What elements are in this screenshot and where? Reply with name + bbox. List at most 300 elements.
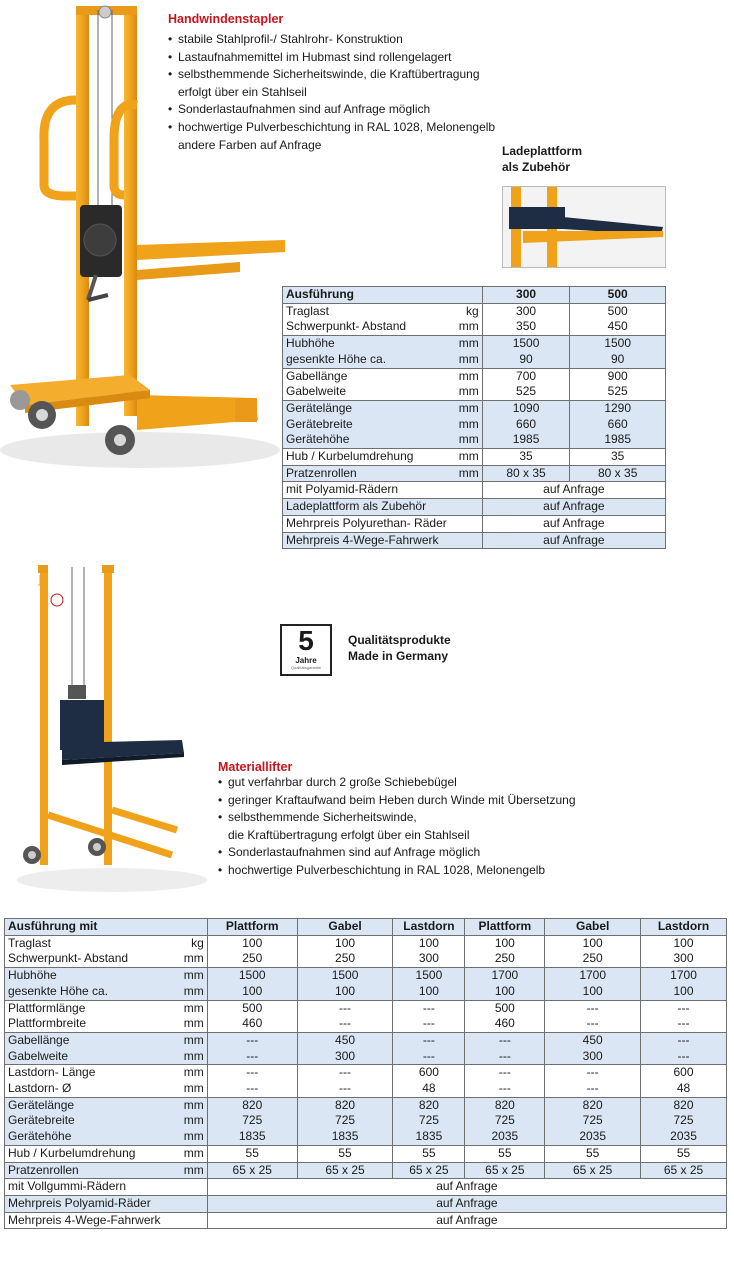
cell-value: 1500 [331,968,359,983]
row-unit: mm [183,1145,204,1160]
value-cell [545,1000,641,1032]
cell-value: --- [498,1065,511,1080]
cell-value: 55 [245,1145,259,1160]
row-label: Gerätelänge [286,400,353,415]
value-cell [297,1032,393,1064]
value-cell [393,935,465,967]
cell-value: 450 [582,1032,603,1047]
value-cell [207,1145,297,1162]
row-label: gesenkte Höhe ca. [8,983,109,998]
cell-value: 55 [676,1145,691,1160]
value-cell [393,1097,465,1145]
option-label: mit Polyamid-Rädern [283,482,483,499]
row-label: Gabelweite [286,384,347,399]
row-unit: mm [183,1032,204,1047]
row-label-cell [283,368,483,400]
value-cell [297,1065,393,1097]
value-cell [297,1097,393,1145]
cell-value: 460 [242,1016,263,1031]
cell-value: 1835 [415,1129,443,1144]
cell-value: 600 [418,1065,439,1080]
cell-value: 1700 [579,968,607,983]
row-label: Gabellänge [286,368,348,383]
column-header: 300 [482,287,570,304]
cell-value: 250 [582,951,603,966]
cell-value: 1500 [604,336,632,351]
column-header: Plattform [465,919,545,936]
cell-value: --- [498,1032,511,1047]
ladeplattform-photo [502,186,666,268]
cell-value: 725 [335,1113,356,1128]
value-cell [297,935,393,967]
value-cell [570,336,666,368]
cell-value: 55 [585,1145,600,1160]
value-cell [641,1032,727,1064]
row-label: Gabellänge [8,1032,70,1047]
row-label-cell [5,1162,208,1179]
product2-spec-table [4,918,727,1229]
row-label-cell [283,303,483,335]
cell-value: 1835 [331,1129,359,1144]
cell-value: 100 [673,983,694,998]
row-label-cell [5,1000,208,1032]
cell-value: --- [422,1000,435,1015]
table-row [283,336,666,368]
row-label: Hub / Kurbelumdrehung [8,1145,136,1160]
row-unit: mm [183,1065,204,1080]
product1-title: Handwindenstapler [168,12,284,26]
cell-value: 2035 [670,1129,697,1144]
option-value: auf Anfrage [207,1212,726,1229]
accessory-label: Ladeplattform als Zubehör [502,144,583,174]
cell-value: 100 [494,983,515,998]
cell-value: --- [586,1000,599,1015]
value-cell [297,1000,393,1032]
cell-value: 100 [582,983,603,998]
column-header: Lastdorn [641,919,727,936]
value-cell [207,1097,297,1145]
cell-value: --- [422,1016,435,1031]
row-label: Gabelweite [8,1048,69,1063]
option-label: mit Vollgummi-Rädern [5,1179,208,1196]
cell-value: --- [422,1048,435,1063]
value-cell [482,368,570,400]
cell-value: 660 [607,416,628,431]
row-unit: mm [458,449,479,464]
row-unit: mm [183,1016,204,1031]
table-row [5,1065,727,1097]
value-cell [570,368,666,400]
value-cell [641,1000,727,1032]
cell-value: 90 [519,351,533,366]
table-row [5,1032,727,1064]
cell-value: --- [246,1048,259,1063]
value-cell [641,1145,727,1162]
option-label: Mehrpreis 4-Wege-Fahrwerk [5,1212,208,1229]
cell-value: 1985 [604,432,632,447]
cell-value: 1500 [512,336,540,351]
cell-value: 1835 [238,1129,266,1144]
row-label: Traglast [286,303,329,318]
value-cell [570,303,666,335]
table-row [283,303,666,335]
cell-value: 35 [611,449,625,464]
table-row [283,499,666,516]
option-value: auf Anfrage [482,499,665,516]
cell-value: --- [498,1081,511,1096]
value-cell [465,1000,545,1032]
cell-value: --- [339,1016,352,1031]
cell-value: 700 [516,368,537,383]
row-unit: mm [183,951,204,966]
value-cell [207,1162,297,1179]
cell-value: 1290 [604,400,632,415]
row-label: Gerätebreite [8,1113,75,1128]
cell-value: 80 x 35 [506,465,546,480]
cell-value: --- [677,1000,690,1015]
row-label: Gerätehöhe [8,1129,72,1144]
value-cell [570,449,666,466]
value-cell [465,1032,545,1064]
cell-value: 65 x 25 [325,1162,365,1177]
row-label-cell [5,935,208,967]
cell-value: 2035 [491,1129,519,1144]
value-cell [545,1065,641,1097]
row-unit: mm [183,1129,204,1144]
column-header: Gabel [297,919,393,936]
row-label-cell [5,1032,208,1064]
row-label: gesenkte Höhe ca. [286,351,387,366]
table-row [283,400,666,448]
list-item: • Sonderlastaufnahmen sind auf Anfrage möglich [168,101,498,119]
value-cell [393,1032,465,1064]
table-header-row [283,287,666,304]
product2-title: Materiallifter [218,760,293,774]
cell-value: 660 [516,416,537,431]
value-cell [641,1162,727,1179]
row-unit: mm [458,319,479,334]
row-unit: mm [458,384,479,399]
cell-value: 100 [494,935,515,950]
product1-feature-list [168,31,498,154]
list-item: • stabile Stahlprofil-/ Stahlrohr- Konstruktion [168,31,498,49]
column-header: Plattform [207,919,297,936]
value-cell [465,968,545,1000]
table-row [5,1179,727,1196]
value-cell [641,968,727,1000]
cell-value: 65 x 25 [409,1162,449,1177]
cell-value: 80 x 35 [598,465,638,480]
option-label: Mehrpreis Polyamid-Räder [5,1195,208,1212]
cell-value: 725 [673,1113,694,1128]
value-cell [297,968,393,1000]
row-unit: mm [458,465,479,480]
cell-value: 48 [676,1081,691,1096]
cell-value: 725 [494,1113,515,1128]
column-header: Gabel [545,919,641,936]
row-unit: mm [458,416,479,431]
product2-feature-list [218,774,718,880]
value-cell [207,1000,297,1032]
option-value: auf Anfrage [482,532,665,549]
cell-value: 300 [335,1048,356,1063]
value-cell [207,1032,297,1064]
cell-value: 1500 [415,968,443,983]
value-cell [545,1145,641,1162]
cell-value: 55 [498,1145,512,1160]
row-unit: mm [183,983,204,998]
cell-value: 300 [418,951,439,966]
value-cell [393,1065,465,1097]
list-item: • hochwertige Pulverbeschichtung in RAL 1028, Melonengelb [218,862,718,880]
cell-value: 460 [494,1016,515,1031]
cell-value: 725 [418,1113,439,1128]
row-label-cell [5,968,208,1000]
cell-value: --- [586,1016,599,1031]
table-header-row [5,919,727,936]
cell-value: 250 [494,951,515,966]
row-unit: mm [183,1048,204,1063]
product1-spec-table [282,286,666,549]
cell-value: 820 [242,1097,263,1112]
cell-value: 500 [242,1000,263,1015]
cell-value: --- [339,1000,352,1015]
table-row [5,1195,727,1212]
cell-value: 100 [418,935,439,950]
cell-value: 65 x 25 [485,1162,525,1177]
cell-value: 500 [607,303,628,318]
value-cell [482,465,570,482]
cell-value: 48 [422,1081,436,1096]
value-cell [465,1097,545,1145]
value-cell [207,1065,297,1097]
row-label: Hub / Kurbelumdrehung [286,449,414,464]
cell-value: 820 [418,1097,439,1112]
cell-value: --- [498,1048,511,1063]
row-label: Gerätehöhe [286,432,350,447]
table-row [283,368,666,400]
cell-value: 100 [335,935,356,950]
row-label: Hubhöhe [286,336,335,351]
row-label-cell [5,1145,208,1162]
cell-value: 100 [418,983,439,998]
row-label: Schwerpunkt- Abstand [286,319,407,334]
list-item: • selbsthemmende Sicherheitswinde, die Kraftübertragung erfolgt über ein Stahlseil [218,809,718,844]
cell-value: 350 [516,319,537,334]
value-cell [482,336,570,368]
option-label: Mehrpreis Polyurethan- Räder [283,515,483,532]
row-label-cell [283,336,483,368]
option-value: auf Anfrage [207,1179,726,1196]
row-label: Traglast [8,935,51,950]
option-label: Ladeplattform als Zubehör [283,499,483,516]
table-row [283,449,666,466]
column-header: Ausführung [283,287,483,304]
value-cell [465,1065,545,1097]
row-unit: mm [183,1000,204,1015]
row-unit: mm [183,1081,204,1096]
row-label: Gerätelänge [8,1097,75,1112]
cell-value: 65 x 25 [572,1162,613,1177]
table-row [5,1000,727,1032]
cell-value: 55 [338,1145,352,1160]
value-cell [545,935,641,967]
materiallifter-photo [12,555,207,895]
value-cell [570,465,666,482]
list-item: • selbsthemmende Sicherheitswinde, die Kraftübertragung erfolgt über ein Stahlseil [168,66,498,101]
table-row [283,532,666,549]
cell-value: 250 [242,951,263,966]
cell-value: 100 [673,935,694,950]
cell-value: --- [677,1016,690,1031]
quality-guarantee-badge: 5 Jahre Qualitätsgarantie [280,624,332,676]
table-row [5,1212,727,1229]
value-cell [641,935,727,967]
cell-value: 725 [582,1113,603,1128]
row-unit: mm [458,368,479,383]
value-cell [465,1162,545,1179]
cell-value: 820 [582,1097,603,1112]
cell-value: 1500 [238,968,266,983]
cell-value: 1700 [670,968,697,983]
value-cell [297,1145,393,1162]
cell-value: 500 [494,1000,515,1015]
value-cell [465,935,545,967]
cell-value: 725 [242,1113,263,1128]
row-label-cell [283,449,483,466]
cell-value: 100 [582,935,603,950]
cell-value: 2035 [579,1129,607,1144]
value-cell [393,1000,465,1032]
value-cell [297,1162,393,1179]
value-cell [570,400,666,448]
table-row [283,482,666,499]
row-label: Plattformlänge [8,1000,86,1015]
cell-value: 525 [607,384,628,399]
cell-value: --- [677,1032,690,1047]
value-cell [482,449,570,466]
cell-value: 600 [673,1065,694,1080]
cell-value: 450 [335,1032,356,1047]
cell-value: --- [339,1081,352,1096]
list-item: • Sonderlastaufnahmen sind auf Anfrage möglich [218,844,718,862]
value-cell [482,303,570,335]
row-unit: mm [183,1097,204,1112]
value-cell [393,968,465,1000]
row-unit: kg [191,935,204,950]
row-unit: mm [458,432,479,447]
cell-value: 100 [335,983,356,998]
quality-statement: Qualitätsprodukte Made in Germany [348,633,451,663]
cell-value: 300 [582,1048,603,1063]
value-cell [482,400,570,448]
cell-value: --- [586,1081,599,1096]
cell-value: 100 [242,935,263,950]
cell-value: 1090 [512,400,540,415]
value-cell [545,1032,641,1064]
cell-value: 90 [611,351,625,366]
cell-value: --- [586,1065,599,1080]
value-cell [545,1097,641,1145]
cell-value: 820 [335,1097,356,1112]
value-cell [393,1145,465,1162]
value-cell [641,1097,727,1145]
option-value: auf Anfrage [482,482,665,499]
cell-value: 55 [422,1145,436,1160]
cell-value: 525 [516,384,537,399]
cell-value: 820 [673,1097,694,1112]
cell-value: --- [246,1065,259,1080]
table-row [5,1097,727,1145]
option-value: auf Anfrage [207,1195,726,1212]
cell-value: 450 [607,319,628,334]
row-label: Schwerpunkt- Abstand [8,951,129,966]
value-cell [641,1065,727,1097]
row-unit: mm [183,1113,204,1128]
row-label: Gerätebreite [286,416,353,431]
cell-value: 300 [673,951,694,966]
cell-value: 1985 [512,432,540,447]
cell-value: 250 [335,951,356,966]
row-label-cell [283,465,483,482]
option-label: Mehrpreis 4-Wege-Fahrwerk [283,532,483,549]
list-item: • hochwertige Pulverbeschichtung in RAL 1028, Melonengelb andere Farben auf Anfrage [168,119,498,154]
list-item: • gut verfahrbar durch 2 große Schiebebügel [218,774,718,792]
row-unit: mm [458,351,479,366]
cell-value: 300 [516,303,537,318]
table-row [5,968,727,1000]
cell-value: --- [677,1048,690,1063]
row-unit: mm [458,336,479,351]
table-row [283,465,666,482]
cell-value: --- [246,1081,259,1096]
row-unit: mm [183,968,204,983]
value-cell [393,1162,465,1179]
column-header: Ausführung mit [5,919,208,936]
value-cell [207,935,297,967]
value-cell [465,1145,545,1162]
table-row [5,1162,727,1179]
column-header: Lastdorn [393,919,465,936]
list-item: • Lastaufnahmemittel im Hubmast sind rollengelagert [168,49,498,67]
table-row [5,935,727,967]
row-unit: mm [183,1162,204,1177]
cell-value: 820 [494,1097,515,1112]
cell-value: 1700 [491,968,519,983]
row-unit: kg [466,303,479,318]
row-label-cell [5,1097,208,1145]
table-row [5,1145,727,1162]
row-label: Lastdorn- Ø [8,1081,72,1096]
cell-value: --- [422,1032,435,1047]
row-label: Hubhöhe [8,968,57,983]
cell-value: 900 [607,368,628,383]
list-item: • geringer Kraftaufwand beim Heben durch Winde mit Übersetzung [218,792,718,810]
option-value: auf Anfrage [482,515,665,532]
cell-value: 65 x 25 [663,1162,704,1177]
row-label-cell [5,1065,208,1097]
row-label: Plattformbreite [8,1016,87,1031]
row-label: Pratzenrollen [8,1162,79,1177]
value-cell [207,968,297,1000]
cell-value: 100 [242,983,263,998]
cell-value: 35 [519,449,533,464]
row-label-cell [283,400,483,448]
row-label: Pratzenrollen [286,465,357,480]
cell-value: 65 x 25 [232,1162,272,1177]
value-cell [545,968,641,1000]
column-header: 500 [570,287,666,304]
